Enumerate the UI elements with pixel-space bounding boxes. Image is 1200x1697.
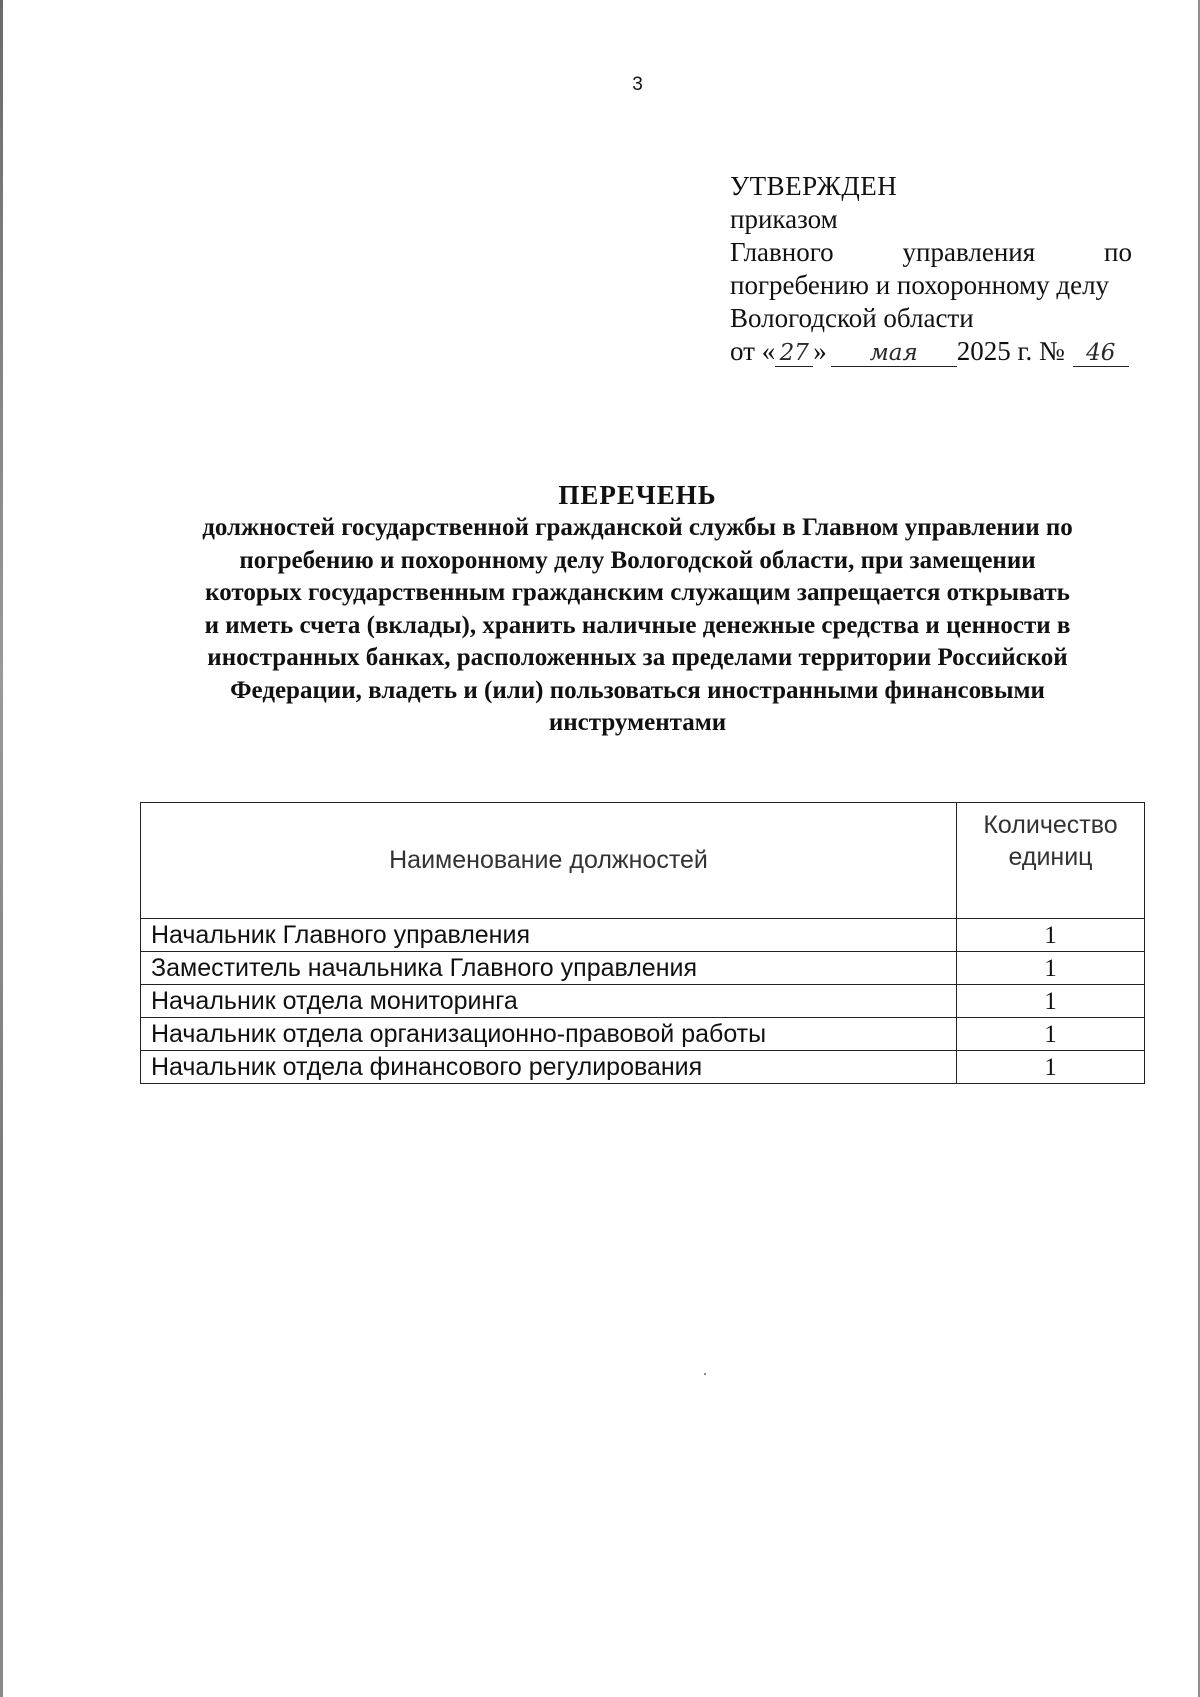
title-line-3: которых государственным гражданским служащим запрещается открывать [205, 579, 1070, 606]
position-count: 1 [957, 1051, 1145, 1084]
position-name: Начальник отдела финансового регулирования [141, 1051, 957, 1084]
header-position-name: Наименование должностей [141, 803, 957, 919]
position-name: Начальник отдела организационно-правовой работы [141, 1018, 957, 1051]
table-header-row [141, 803, 1145, 919]
approval-word-1: Главного [730, 237, 834, 267]
position-count: 1 [957, 952, 1145, 985]
title-line-5: иностранных банках, расположенных за пределами территории Российской [207, 644, 1068, 671]
title-line-2: погребению и похоронному делу Вологодской области, при замещении [239, 546, 1036, 574]
title-line-1: должностей государственной гражданской службы в Главном управлении по [202, 514, 1073, 541]
handwritten-order-number: 46 [1073, 340, 1129, 367]
page-number: 3 [632, 74, 643, 95]
date-close: » [813, 336, 827, 366]
table-row [141, 919, 1145, 952]
date-prefix: от « [730, 336, 776, 366]
header-count-line-2: единиц [1008, 843, 1093, 871]
approval-heading: УТВЕРЖДЕН [730, 171, 898, 201]
approval-line-order: приказом [730, 204, 838, 234]
approval-line-burial: погребению и похоронному делу [730, 270, 1110, 300]
title-line-7: инструментами [548, 709, 727, 736]
handwritten-day: 27 [775, 340, 813, 367]
table-row [141, 952, 1145, 985]
position-count: 1 [957, 919, 1145, 952]
title-line-6: Федерации, владеть и (или) пользоваться иностранными финансовыми [230, 676, 1045, 704]
position-name: Начальник Главного управления [141, 919, 957, 952]
approval-line-region: Вологодской области [730, 303, 974, 333]
position-name: Заместитель начальника Главного управления [141, 952, 957, 985]
header-count-line-1: Количество [983, 811, 1118, 839]
date-year: 2025 г. № [956, 336, 1065, 366]
position-count: 1 [957, 1018, 1145, 1051]
header-unit-count [957, 803, 1145, 919]
scan-edge-left [0, 0, 3, 1697]
approval-date-line [730, 335, 1132, 368]
approval-word-2: управления [902, 237, 1036, 267]
table-row [141, 1018, 1145, 1051]
title-main: ПЕРЕЧЕНЬ [558, 480, 717, 510]
positions-table [140, 802, 1145, 1084]
approval-line-main-department [730, 236, 1132, 269]
approval-word-3: по [1104, 237, 1132, 267]
position-count: 1 [957, 985, 1145, 1018]
position-name: Начальник отдела мониторинга [141, 985, 957, 1018]
title-line-4: и иметь счета (вклады), хранить наличные денежные средства и ценности в [204, 611, 1071, 639]
scan-speck [704, 1373, 706, 1375]
handwritten-month: мая [831, 340, 957, 367]
document-title [135, 478, 1140, 740]
table-row [141, 1051, 1145, 1084]
table-row [141, 985, 1145, 1018]
approval-block [730, 170, 1132, 368]
